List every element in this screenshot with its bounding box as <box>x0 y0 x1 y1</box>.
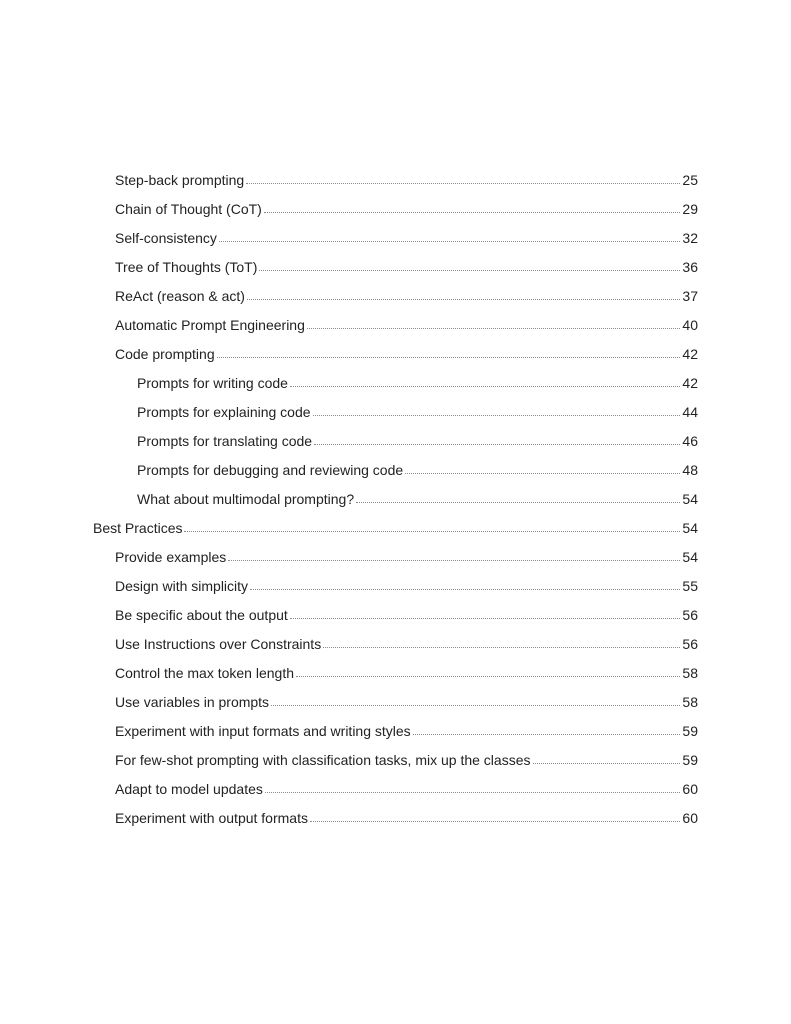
toc-entry-title: Use variables in prompts <box>115 694 270 710</box>
toc-entry-page: 32 <box>682 230 698 246</box>
toc-entry-title: Experiment with input formats and writing styles <box>115 723 411 739</box>
toc-entry-page: 60 <box>682 781 698 797</box>
toc-entry-experiment-with-output-formats[interactable] <box>115 804 698 833</box>
toc-entry-page: 46 <box>682 433 698 449</box>
toc-entry-self-consistency[interactable] <box>115 224 698 253</box>
dot-leader <box>219 241 680 242</box>
dot-leader <box>217 357 680 358</box>
dot-leader <box>290 618 680 619</box>
dot-leader <box>259 270 680 271</box>
toc-entry-chain-of-thought[interactable] <box>115 195 698 224</box>
toc-entry-page: 54 <box>682 549 698 565</box>
toc-entry-prompts-for-translating-code[interactable] <box>137 427 698 456</box>
toc-entry-prompts-for-writing-code[interactable] <box>137 369 698 398</box>
toc-entry-title: Prompts for debugging and reviewing code <box>137 462 404 478</box>
toc-entry-page: 36 <box>682 259 698 275</box>
dot-leader <box>314 444 680 445</box>
toc-entry-title: Be specific about the output <box>115 607 288 623</box>
toc-entry-title: Experiment with output formats <box>115 810 308 826</box>
toc-entry-page: 40 <box>682 317 698 333</box>
toc-entry-control-max-token-length[interactable] <box>115 659 698 688</box>
toc-entry-design-with-simplicity[interactable] <box>115 572 698 601</box>
toc-entry-few-shot-mix-up-classes[interactable] <box>115 746 698 775</box>
toc-entry-page: 58 <box>682 665 698 681</box>
toc-entry-code-prompting[interactable] <box>115 340 698 369</box>
toc-entry-page: 58 <box>682 694 698 710</box>
toc-entry-page: 56 <box>682 636 698 652</box>
dot-leader <box>271 705 680 706</box>
toc-entry-title: Adapt to model updates <box>115 781 263 797</box>
toc-entry-title: Step-back prompting <box>115 172 245 188</box>
toc-entry-page: 37 <box>682 288 698 304</box>
toc-entry-automatic-prompt-engineering[interactable] <box>115 311 698 340</box>
toc-entry-experiment-with-input-formats[interactable] <box>115 717 698 746</box>
toc-entry-title: Provide examples <box>115 549 227 565</box>
toc-entry-title: Prompts for explaining code <box>137 404 311 420</box>
toc-entry-tree-of-thoughts[interactable] <box>115 253 698 282</box>
dot-leader <box>413 734 680 735</box>
toc-entry-title: Best Practices <box>93 520 183 536</box>
dot-leader <box>228 560 680 561</box>
dot-leader <box>405 473 680 474</box>
toc-entry-page: 56 <box>682 607 698 623</box>
toc-entry-page: 60 <box>682 810 698 826</box>
dot-leader <box>533 763 681 764</box>
toc-entry-title: For few-shot prompting with classification tasks, mix up the classes <box>115 752 531 768</box>
toc-entry-adapt-to-model-updates[interactable] <box>115 775 698 804</box>
dot-leader <box>250 589 680 590</box>
toc-entry-title: ReAct (reason & act) <box>115 288 245 304</box>
toc-entry-react[interactable] <box>115 282 698 311</box>
toc-entry-page: 55 <box>682 578 698 594</box>
dot-leader <box>323 647 680 648</box>
toc-entry-provide-examples[interactable] <box>115 543 698 572</box>
toc-entry-be-specific-about-output[interactable] <box>115 601 698 630</box>
toc-entry-title: Control the max token length <box>115 665 294 681</box>
dot-leader <box>310 821 680 822</box>
dot-leader <box>356 502 680 503</box>
toc-entry-title: What about multimodal prompting? <box>137 491 355 507</box>
toc-entry-title: Automatic Prompt Engineering <box>115 317 305 333</box>
toc-entry-page: 25 <box>682 172 698 188</box>
toc-entry-title: Use Instructions over Constraints <box>115 636 322 652</box>
dot-leader <box>246 183 680 184</box>
dot-leader <box>296 676 680 677</box>
dot-leader <box>247 299 680 300</box>
toc-entry-title: Tree of Thoughts (ToT) <box>115 259 258 275</box>
toc-entry-page: 59 <box>682 723 698 739</box>
dot-leader <box>313 415 680 416</box>
dot-leader <box>265 792 680 793</box>
toc-entry-prompts-for-debugging-and-reviewing-code[interactable] <box>137 456 698 485</box>
toc-entry-title: Self-consistency <box>115 230 217 246</box>
toc-entry-instructions-over-constraints[interactable] <box>115 630 698 659</box>
dot-leader <box>184 531 680 532</box>
toc-entry-page: 44 <box>682 404 698 420</box>
dot-leader <box>290 386 680 387</box>
toc-entry-title: Prompts for writing code <box>137 375 288 391</box>
toc-entry-title: Chain of Thought (CoT) <box>115 201 262 217</box>
toc-entry-page: 42 <box>682 346 698 362</box>
toc-entry-title: Prompts for translating code <box>137 433 313 449</box>
toc-entry-page: 54 <box>682 520 698 536</box>
toc-entry-page: 54 <box>682 491 698 507</box>
toc-entry-page: 48 <box>682 462 698 478</box>
toc-entry-page: 42 <box>682 375 698 391</box>
dot-leader <box>307 328 680 329</box>
toc-entry-multimodal-prompting[interactable] <box>137 485 698 514</box>
toc-entry-best-practices[interactable] <box>93 514 698 543</box>
toc-entry-page: 59 <box>682 752 698 768</box>
toc-entry-title: Design with simplicity <box>115 578 249 594</box>
table-of-contents <box>0 166 791 833</box>
dot-leader <box>264 212 680 213</box>
toc-entry-prompts-for-explaining-code[interactable] <box>137 398 698 427</box>
toc-entry-page: 29 <box>682 201 698 217</box>
toc-entry-step-back-prompting[interactable] <box>115 166 698 195</box>
toc-entry-use-variables-in-prompts[interactable] <box>115 688 698 717</box>
toc-entry-title: Code prompting <box>115 346 215 362</box>
